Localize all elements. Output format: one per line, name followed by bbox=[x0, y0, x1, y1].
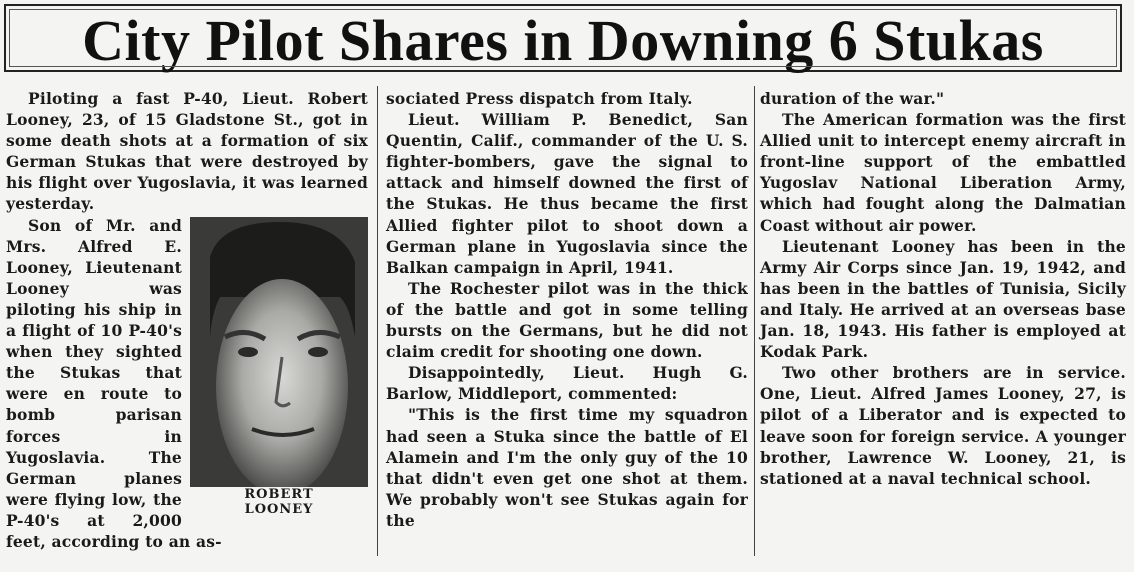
paragraph: Disappointedly, Lieut. Hugh G. Barlow, Middleport, commented: bbox=[386, 363, 748, 404]
portrait-image bbox=[190, 217, 368, 517]
paragraph: Son of Mr. and Mrs. Alfred E. Looney, Lieutenant Looney was piloting his ship in a flight of 10 P-40's when they sighted the Stukas that were en route to bomb parisan forces in Yugoslavia. The German planes were flying low, the P-40's at 2,000 feet, according to an as- bbox=[6, 215, 222, 551]
paragraph: duration of the war." bbox=[760, 89, 945, 108]
paragraph: Two other brothers are in service. One, Lieut. Alfred James Looney, 27, is pilot of a Liberator and is expected to leave soon for foreign service. A younger brother, Lawrence W. Looney, 21, is stationed at a naval technical school. bbox=[760, 363, 1126, 488]
portrait-photo bbox=[190, 217, 368, 517]
column-rule bbox=[377, 86, 378, 556]
paragraph: Lieut. William P. Benedict, San Quentin, Calif., commander of the U. S. fighter-bombers, gave the signal to attack and himself downed the first of the Stukas. He thus became the first Allied fighter pilot to shoot down a German plane in Yugoslavia since the Balkan campaign in April, 1941. bbox=[386, 110, 748, 277]
headline-frame bbox=[4, 4, 1122, 72]
paragraph: sociated Press dispatch from Italy. bbox=[386, 89, 693, 108]
paragraph: The American formation was the first Allied unit to intercept enemy aircraft in front-line support of the embattled Yugoslav National Liberation Army, which had fought along the Dalmatian Coast without air power. bbox=[760, 110, 1126, 235]
article-column-2 bbox=[386, 88, 748, 531]
paragraph: Piloting a fast P-40, Lieut. Robert Looney, 23, of 15 Gladstone St., got in some death shots at a formation of six German Stukas that were destroyed by his flight over Yugoslavia, it was learned yesterday. bbox=[6, 89, 368, 214]
article-column-3 bbox=[760, 88, 1126, 489]
paragraph: The Rochester pilot was in the thick of the battle and got in some telling bursts on the Germans, but he did not claim credit for shooting one down. bbox=[386, 278, 748, 362]
article-column-1 bbox=[6, 88, 368, 552]
headline: City Pilot Shares in Downing 6 Stukas bbox=[82, 8, 1044, 73]
paragraph: "This is the first time my squadron had seen a Stuka since the battle of El Alamein and I'm the only guy of the 10 that didn't even get one shot at them. We probably won't see Stukas again for the bbox=[386, 405, 748, 530]
caption-line: LOONEY bbox=[244, 501, 314, 517]
paragraph: Lieutenant Looney has been in the Army Air Corps since Jan. 19, 1942, and has been in the battles of Tunisia, Sicily and Italy. He arrived at an overseas base Jan. 18, 1943. His father is employed at Kodak Park. bbox=[760, 236, 1126, 362]
caption-line: ROBERT bbox=[244, 486, 314, 502]
column-rule bbox=[754, 86, 755, 556]
photo-caption bbox=[190, 487, 368, 517]
